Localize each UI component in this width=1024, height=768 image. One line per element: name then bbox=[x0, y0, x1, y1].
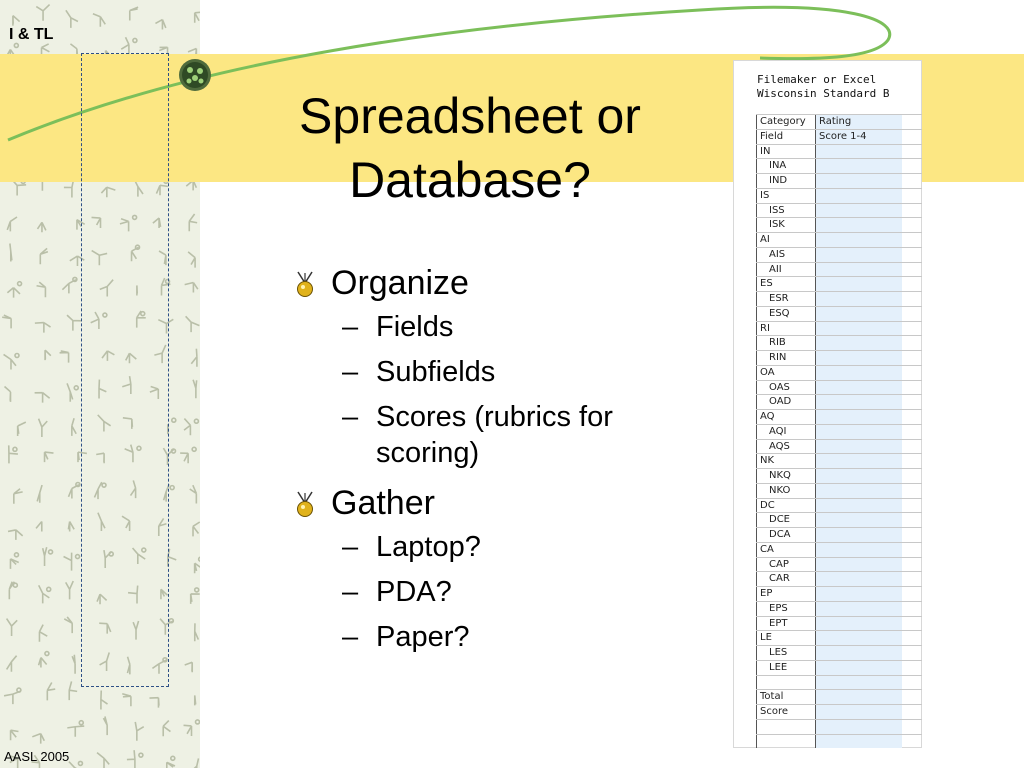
spreadsheet-row bbox=[756, 542, 922, 557]
sub-bullet-continuation bbox=[290, 435, 710, 471]
spreadsheet-cell-rating bbox=[816, 145, 902, 159]
spreadsheet-row bbox=[756, 601, 922, 616]
spreadsheet-cell-rating bbox=[816, 528, 902, 542]
spreadsheet-cell-rating bbox=[816, 263, 902, 277]
spreadsheet-cell-rating bbox=[816, 602, 902, 616]
spreadsheet-row bbox=[756, 660, 922, 675]
spreadsheet-row bbox=[756, 188, 922, 203]
spreadsheet-cell-category: INA bbox=[756, 159, 816, 173]
slide-title-line2: Database? bbox=[349, 152, 591, 208]
dash: – bbox=[342, 621, 359, 653]
spreadsheet-cell-rating bbox=[816, 410, 902, 424]
sub-bullet-label: Paper? bbox=[376, 621, 470, 653]
spreadsheet-cell-rating bbox=[816, 159, 902, 173]
spreadsheet-cell-rating bbox=[816, 204, 902, 218]
spreadsheet-cell-rating bbox=[816, 307, 902, 321]
spreadsheet-row bbox=[756, 512, 922, 527]
spreadsheet-row bbox=[756, 247, 922, 262]
spreadsheet-cell-category: DC bbox=[756, 499, 816, 513]
spreadsheet-cell-category: LES bbox=[756, 646, 816, 660]
spreadsheet-row bbox=[756, 232, 922, 247]
spreadsheet-cell-category: ES bbox=[756, 277, 816, 291]
dash: – bbox=[342, 311, 359, 343]
spreadsheet-cell-rating bbox=[816, 558, 902, 572]
spreadsheet-cell-category: DCE bbox=[756, 513, 816, 527]
spreadsheet-cell-rating bbox=[816, 174, 902, 188]
spreadsheet-cell-category: ESQ bbox=[756, 307, 816, 321]
spreadsheet-cell-category: AQS bbox=[756, 440, 816, 454]
spreadsheet-row bbox=[756, 350, 922, 365]
slide-title-line1: Spreadsheet or bbox=[299, 88, 641, 144]
spreadsheet-cell-category: LEE bbox=[756, 661, 816, 675]
spreadsheet-cell-category: ISK bbox=[756, 218, 816, 232]
spreadsheet-cell-rating bbox=[816, 690, 902, 704]
spreadsheet-cell-rating bbox=[816, 705, 902, 719]
spreadsheet-cell-category: AQ bbox=[756, 410, 816, 424]
spreadsheet-row bbox=[756, 173, 922, 188]
spreadsheet-cell-rating bbox=[816, 469, 902, 483]
spreadsheet-cell-rating bbox=[816, 720, 902, 734]
spreadsheet-cell-category: ESR bbox=[756, 292, 816, 306]
spreadsheet-row bbox=[756, 675, 922, 690]
spreadsheet-cell-category: CAP bbox=[756, 558, 816, 572]
spreadsheet-row bbox=[756, 734, 922, 749]
spreadsheet-cell-rating bbox=[816, 381, 902, 395]
bullet-label: Gather bbox=[331, 484, 435, 522]
footer-label: AASL 2005 bbox=[4, 749, 70, 764]
slide-title bbox=[270, 84, 670, 212]
spreadsheet-row bbox=[756, 527, 922, 542]
spreadsheet-cell-rating bbox=[816, 646, 902, 660]
spreadsheet-row bbox=[756, 704, 922, 719]
spreadsheet-cell-category: IND bbox=[756, 174, 816, 188]
spreadsheet-row bbox=[756, 394, 922, 409]
spreadsheet-cell-rating bbox=[816, 676, 902, 690]
spreadsheet-row bbox=[756, 158, 922, 173]
spreadsheet-cell-rating: Score 1-4 bbox=[816, 130, 902, 144]
spreadsheet-cell-rating bbox=[816, 336, 902, 350]
sub-bullet-label: PDA? bbox=[376, 576, 452, 608]
spreadsheet-cell-rating bbox=[816, 248, 902, 262]
spreadsheet-cell-category: OAD bbox=[756, 395, 816, 409]
spreadsheet-cell-category: LE bbox=[756, 631, 816, 645]
spreadsheet-cell-category: NKO bbox=[756, 484, 816, 498]
spreadsheet-row bbox=[756, 586, 922, 601]
spreadsheet-row bbox=[756, 335, 922, 350]
spreadsheet-cell-category: NKQ bbox=[756, 469, 816, 483]
spreadsheet-row bbox=[756, 483, 922, 498]
sub-bullet-item bbox=[290, 354, 710, 390]
spreadsheet-row bbox=[756, 468, 922, 483]
spreadsheet-row bbox=[756, 616, 922, 631]
spreadsheet-cell-rating bbox=[816, 617, 902, 631]
bullet-list bbox=[290, 263, 710, 655]
spreadsheet-row bbox=[756, 557, 922, 572]
spreadsheet-cell-rating bbox=[816, 661, 902, 675]
spreadsheet-row bbox=[756, 262, 922, 277]
spreadsheet-cell-rating bbox=[816, 425, 902, 439]
bee-icon bbox=[292, 491, 318, 519]
dash: – bbox=[342, 356, 359, 388]
spreadsheet-cell-category bbox=[756, 676, 816, 690]
spreadsheet-cell-rating bbox=[816, 233, 902, 247]
sub-bullet-item bbox=[290, 399, 710, 435]
caption-line: Wisconsin Standard B bbox=[757, 87, 890, 100]
spreadsheet-cell-category: RI bbox=[756, 322, 816, 336]
bullet-label: Organize bbox=[331, 264, 469, 302]
spreadsheet-cell-rating bbox=[816, 292, 902, 306]
spreadsheet-cell-category: AII bbox=[756, 263, 816, 277]
spreadsheet-cell-rating bbox=[816, 322, 902, 336]
sub-bullet-label: scoring) bbox=[376, 437, 480, 469]
spreadsheet-row bbox=[756, 719, 922, 734]
spreadsheet-cell-rating bbox=[816, 587, 902, 601]
dash: – bbox=[342, 576, 359, 608]
dash: – bbox=[342, 401, 359, 433]
spreadsheet-cell-rating bbox=[816, 513, 902, 527]
spreadsheet-cell-category: AIS bbox=[756, 248, 816, 262]
spreadsheet-cell-category: AQI bbox=[756, 425, 816, 439]
sub-bullet-item bbox=[290, 309, 710, 345]
dash: – bbox=[342, 531, 359, 563]
spreadsheet-cell-category: AI bbox=[756, 233, 816, 247]
spreadsheet-cell-rating bbox=[816, 351, 902, 365]
spreadsheet-cell-rating bbox=[816, 440, 902, 454]
spreadsheet-cell-rating bbox=[816, 395, 902, 409]
spreadsheet-cell-rating: Rating bbox=[816, 115, 902, 129]
spreadsheet-row bbox=[756, 129, 922, 144]
spreadsheet-row bbox=[756, 571, 922, 586]
spreadsheet-row bbox=[756, 114, 922, 129]
spreadsheet-cell-category bbox=[756, 720, 816, 734]
sub-bullet-label: Laptop? bbox=[376, 531, 481, 563]
spreadsheet-row bbox=[756, 321, 922, 336]
bullet-item-organize bbox=[290, 263, 710, 303]
spreadsheet-caption bbox=[757, 73, 889, 101]
spreadsheet-row bbox=[756, 365, 922, 380]
spreadsheet-cell-category: CAR bbox=[756, 572, 816, 586]
spreadsheet-cell-category: RIN bbox=[756, 351, 816, 365]
globe-icon bbox=[179, 59, 211, 91]
spreadsheet-row bbox=[756, 645, 922, 660]
spreadsheet-cell-category bbox=[756, 735, 816, 749]
spreadsheet-row bbox=[756, 424, 922, 439]
spreadsheet-cell-category: OAS bbox=[756, 381, 816, 395]
spreadsheet-cell-category: IS bbox=[756, 189, 816, 203]
spreadsheet-cell-category: Total bbox=[756, 690, 816, 704]
spreadsheet-cell-category: EP bbox=[756, 587, 816, 601]
spreadsheet-cell-rating bbox=[816, 189, 902, 203]
spreadsheet-cell-rating bbox=[816, 735, 902, 749]
spreadsheet-cell-category: IN bbox=[756, 145, 816, 159]
spreadsheet-row bbox=[756, 409, 922, 424]
spreadsheet-row bbox=[756, 291, 922, 306]
sub-bullet-label: Scores (rubrics for bbox=[376, 401, 613, 433]
spreadsheet-cell-rating bbox=[816, 484, 902, 498]
spreadsheet-cell-rating bbox=[816, 277, 902, 291]
spreadsheet-row bbox=[756, 689, 922, 704]
spreadsheet-row bbox=[756, 498, 922, 513]
spreadsheet-cell-category: RIB bbox=[756, 336, 816, 350]
bullet-item-gather bbox=[290, 483, 710, 523]
spreadsheet-cell-category: ISS bbox=[756, 204, 816, 218]
spreadsheet-row bbox=[756, 306, 922, 321]
spreadsheet-cell-rating bbox=[816, 454, 902, 468]
spreadsheet-cell-category: DCA bbox=[756, 528, 816, 542]
sub-bullet-label: Fields bbox=[376, 311, 454, 343]
sub-bullet-label: Subfields bbox=[376, 356, 496, 388]
spreadsheet-cell-rating bbox=[816, 572, 902, 586]
sub-bullet-item bbox=[290, 529, 710, 565]
spreadsheet-row bbox=[756, 453, 922, 468]
spreadsheet-row bbox=[756, 276, 922, 291]
spreadsheet-grid bbox=[756, 114, 922, 748]
sub-bullet-item bbox=[290, 619, 710, 655]
spreadsheet-cell-rating bbox=[816, 366, 902, 380]
spreadsheet-cell-category: Category bbox=[756, 115, 816, 129]
spreadsheet-cell-category: Field bbox=[756, 130, 816, 144]
spreadsheet-row bbox=[756, 203, 922, 218]
spreadsheet-cell-rating bbox=[816, 218, 902, 232]
spreadsheet-cell-category: CA bbox=[756, 543, 816, 557]
spreadsheet-cell-category: NK bbox=[756, 454, 816, 468]
spreadsheet-cell-rating bbox=[816, 631, 902, 645]
header-label: I & TL bbox=[9, 26, 54, 43]
sub-bullet-item bbox=[290, 574, 710, 610]
spreadsheet-row bbox=[756, 380, 922, 395]
spreadsheet-row bbox=[756, 439, 922, 454]
spreadsheet-cell-rating bbox=[816, 543, 902, 557]
spreadsheet-cell-category: OA bbox=[756, 366, 816, 380]
spreadsheet-image bbox=[733, 60, 922, 748]
spreadsheet-cell-rating bbox=[816, 499, 902, 513]
spreadsheet-row bbox=[756, 144, 922, 159]
caption-line: Filemaker or Excel bbox=[757, 73, 877, 86]
spreadsheet-cell-category: EPS bbox=[756, 602, 816, 616]
spreadsheet-cell-category: Score bbox=[756, 705, 816, 719]
spreadsheet-row bbox=[756, 217, 922, 232]
spreadsheet-row bbox=[756, 630, 922, 645]
bee-icon bbox=[292, 271, 318, 299]
spreadsheet-cell-category: EPT bbox=[756, 617, 816, 631]
